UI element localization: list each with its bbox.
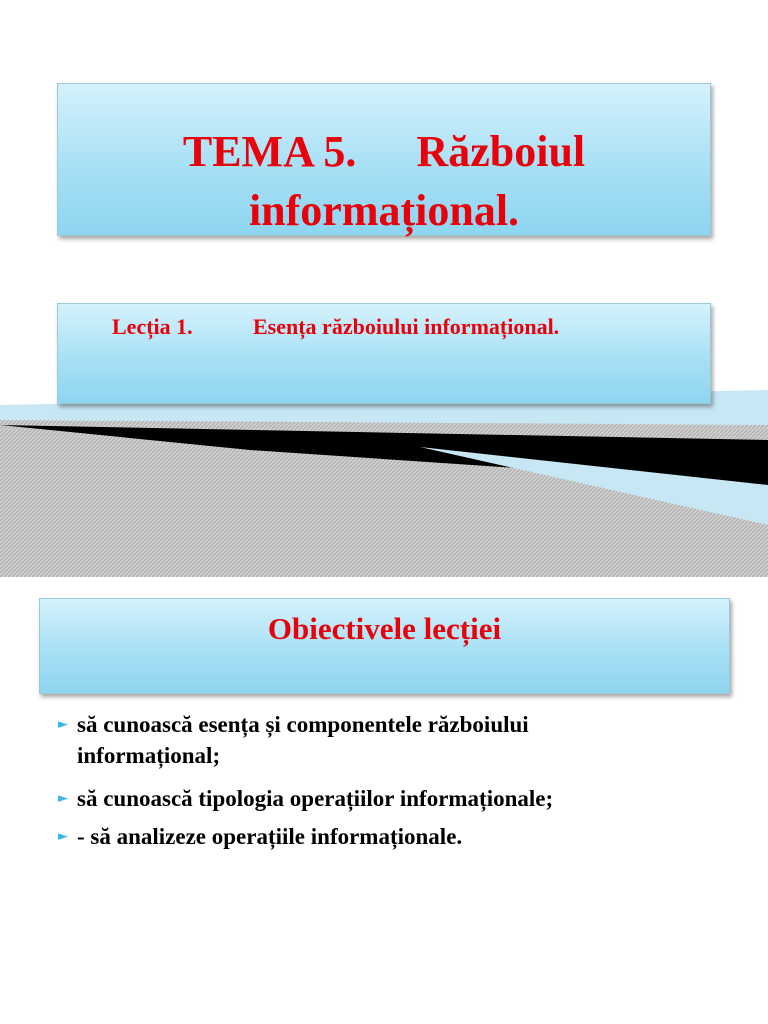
triangle-bullet-icon: ► [58,829,68,844]
decorative-band [0,385,768,577]
objective-item-1-line-1: să cunoască esența și componentele războiului [77,712,529,737]
lesson-topic: Esența războiului informațional. [253,314,560,339]
objective-item-2: să cunoască tipologia operațiilor informaționale; [77,786,554,811]
title-line-2: informațional. [248,186,520,235]
lesson-number: Lecția 1. [112,314,193,339]
triangle-bullet-icon: ► [58,791,68,806]
title-part-1: TEMA 5. [182,127,357,176]
triangle-bullet-icon: ► [58,717,68,732]
objective-item-1-line-2: informațional; [77,743,221,768]
title-line-1 [0,127,768,177]
objectives-heading: Obiectivele lecției [267,611,502,646]
objective-item-3: - să analizeze operațiile informaționale. [77,824,463,849]
title-part-2: Războiul [416,127,586,176]
